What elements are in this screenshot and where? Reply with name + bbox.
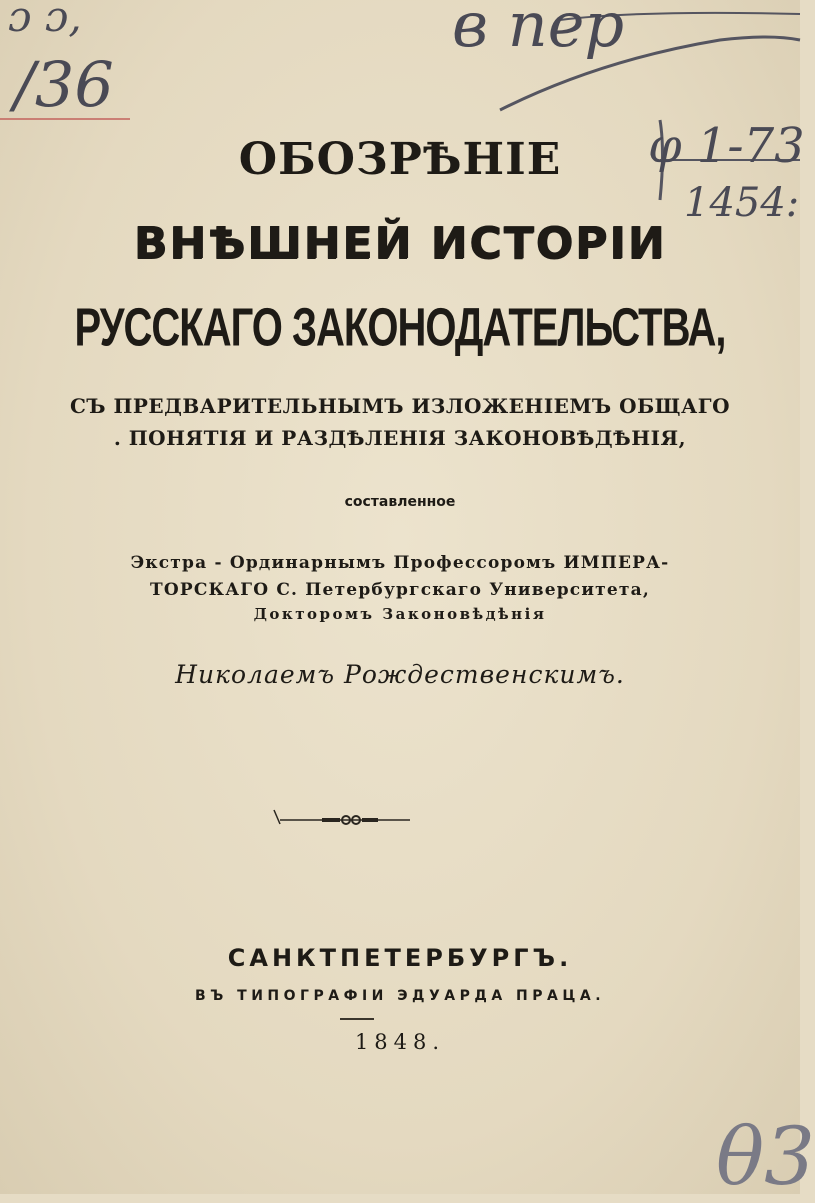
composed-by-label: составленное xyxy=(344,494,456,510)
author-credentials-line-2: ТОРСКАГО С. Петербургскаго Университета, xyxy=(149,580,650,600)
title-line-3: РУССКАГО ЗАКОНОДАТЕЛЬСТВА, xyxy=(74,298,726,358)
handwritten-note: θ3 xyxy=(716,1110,815,1203)
publication-year: 1848. xyxy=(354,1030,446,1054)
author-credentials-line-1: Экстра - Ординарнымъ Профессоромъ ИМПЕРА- xyxy=(130,553,670,573)
title-line-1: ОБОЗРѢНІЕ xyxy=(238,134,562,185)
printer-imprint: ВЪ ТИПОГРАФІИ ЭДУАРДА ПРАЦА. xyxy=(194,988,606,1004)
handwritten-annotations-strokes xyxy=(0,0,800,220)
publication-city: САНКТПЕТЕРБУРГЪ. xyxy=(227,944,573,972)
ornamental-rule xyxy=(270,808,420,832)
handwritten-shelfmark: φ 1-73 xyxy=(648,118,805,174)
subtitle-line-1: СЪ ПРЕДВАРИТЕЛЬНЫМЪ ИЗЛОЖЕНІЕМЪ ОБЩАГО xyxy=(69,394,731,418)
handwritten-shelfmark: /36 xyxy=(14,48,114,121)
handwritten-note: в пер xyxy=(452,0,625,61)
subtitle-line-2: . ПОНЯТІЯ И РАЗДѢЛЕНІЯ ЗАКОНОВѢДѢНІЯ, xyxy=(113,426,687,450)
title-line-2: ВНѢШНЕЙ ИСТОРІИ xyxy=(133,218,667,269)
author-name: Николаемъ Рождественскимъ. xyxy=(175,660,625,689)
author-credentials-line-3: Докторомъ Законовѣдѣнія xyxy=(253,605,547,623)
divider xyxy=(340,1018,374,1020)
handwritten-note: ɔ ɔ, xyxy=(8,0,82,41)
handwritten-number: 1454: xyxy=(684,180,800,226)
